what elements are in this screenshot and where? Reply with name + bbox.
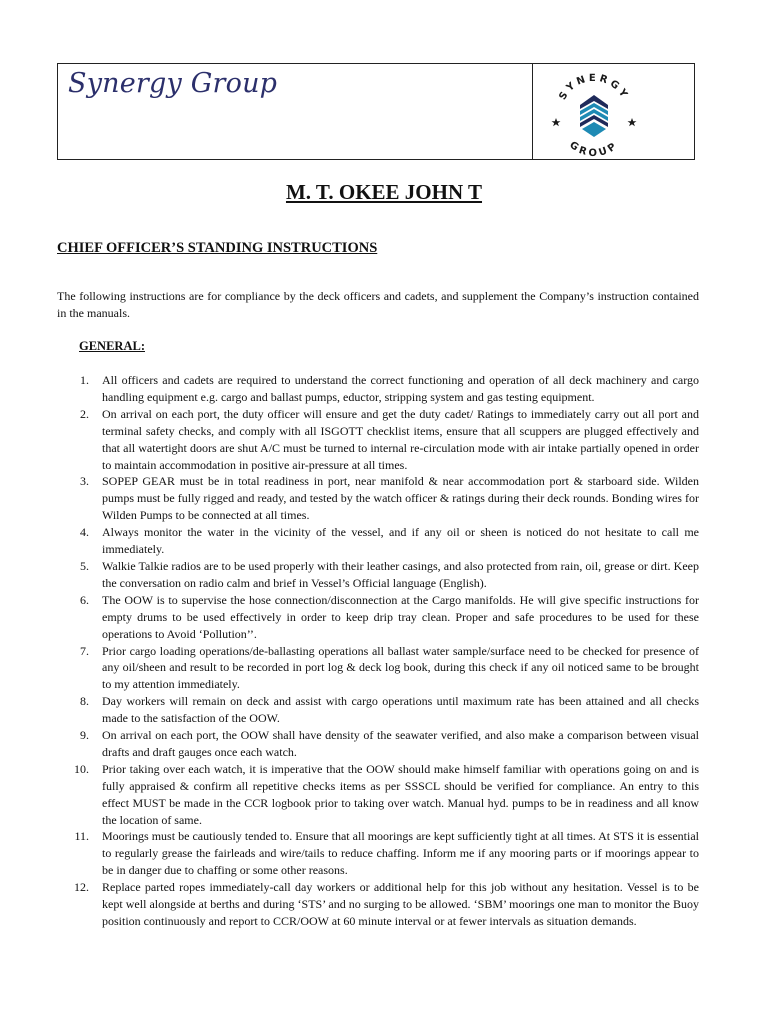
list-item [57, 524, 699, 558]
vessel-title: M. T. OKEE JOHN T [285, 180, 483, 204]
list-item [57, 558, 699, 592]
list-item-text: Moorings must be cautiously tended to. Ensure that all moorings are kept sufficiently tight at all times. At STS it is essential to regularly grease the fairleads and wire/tails to reduce chaffing. Inform me if any mooring parts or if moorings appear to be in danger due to chaffing or some other reasons. [102, 829, 699, 878]
star-icon [628, 118, 637, 126]
logo-ring-top: SYNERGY [557, 72, 631, 103]
list-item-text: Walkie Talkie radios are to be used properly with their leather casings, and also protected from rain, oil, grease or dirt. Keep the conversation on radio calm and brief in Vessel’s Official language (English). [102, 558, 699, 590]
list-item-text: All officers and cadets are required to understand the correct functioning and operation of all deck machinery and cargo handling equipment e.g. cargo and ballast pumps, eductor, stripping system and gas testing equipment. [102, 373, 699, 404]
list-item [57, 372, 699, 406]
list-item [57, 828, 699, 879]
list-item [57, 473, 699, 524]
list-item-number: 9. [80, 728, 89, 743]
list-item-number: 12. [74, 880, 89, 895]
list-item-text: SOPEP GEAR must be in total readiness in port, near manifold & near accommodation port & starboard side. Wilden pumps must be fully rigged and ready, and tested by the watch officer & ratings during their deck rounds. Bonding wires for Wilden Pumps to be connected at all times. [102, 474, 699, 523]
list-item [57, 643, 699, 694]
list-item [57, 761, 699, 829]
list-item-number: 11. [74, 829, 89, 844]
list-item-text: On arrival on each port, the OOW shall have density of the seawater verified, and also make a comparison between visual drafts and draft gauges once each watch. [102, 728, 699, 759]
list-item [57, 693, 699, 727]
list-item-text: Prior cargo loading operations/de-ballasting operations all ballast water sample/surface need to be checked for presence of any oil/sheen and result to be recorded in port log & deck log book, during this check if any oil noticed same to be brought to my attention immediately. [102, 643, 699, 692]
list-item-number: 1. [80, 373, 89, 387]
brand-name: Synergy Group [68, 68, 278, 99]
list-item-number: 4. [80, 525, 89, 540]
header-divider [532, 64, 533, 160]
list-item-number: 5. [80, 558, 89, 573]
list-item-text: Prior taking over each watch, it is imperative that the OOW should make himself familiar with operations going on and is fully appraised & confirm all repetitive checks items as per SSSCL should be verified for compliance. An entry to this effect MUST be made in the CCR logbook prior to taking over watch. Manual hyd. pumps to be in readiness and all know the location of same. [102, 761, 699, 827]
list-item-text: Always monitor the water in the vicinity of the vessel, and if any oil or sheen is noticed do not hesitate to call me immediately. [102, 525, 699, 557]
document-subtitle: CHIEF OFFICER’S STANDING INSTRUCTIONS [57, 240, 378, 256]
list-item-number: 8. [80, 694, 89, 709]
ship-bow-icon [580, 95, 608, 137]
list-item [57, 406, 699, 474]
synergy-logo [542, 61, 646, 165]
intro-paragraph: The following instructions are for compliance by the deck officers and cadets, and supplement the Company’s instruction contained in the manuals. [57, 289, 699, 320]
list-item-text: On arrival on each port, the duty officer will ensure and get the duty cadet/ Ratings to immediately carry out all port and terminal safety checks, and comply with all ISGOTT checklist items, ensure that all scuppers are plugged effectively and that all watertight doors are shut A/C must be turned to internal re-circulation mode with air intake partially opened in order to maintain accommodation in positive air-pressure at all times. [102, 406, 699, 472]
star-icon [552, 118, 561, 126]
list-item-number: 6. [80, 592, 89, 607]
section-heading-general: GENERAL: [79, 339, 145, 353]
list-item [57, 879, 699, 930]
list-item-number: 7. [80, 643, 89, 658]
list-item-text: Replace parted ropes immediately-call day workers or additional help for this job without any hesitation. Vessel is to be kept well alongside at berths and during ‘STS’ and no surging to be allowed. ‘SBM’ moorings one man to monitor the Buoy position continuously and report to CCR/OOW at 60 minute interval or at fewer intervals as situation demands. [102, 880, 699, 928]
list-item-number: 3. [80, 474, 89, 489]
logo-ring-bottom: GROUP [567, 139, 621, 160]
list-item-text: The OOW is to supervise the hose connection/disconnection at the Cargo manifolds. He will give specific instructions for empty drums to be used effectively in order to keep drip tray clean. Proper and safe procedures to be used for these operations to Avoid ‘Pollution’’. [102, 592, 699, 641]
list-item [57, 592, 699, 643]
list-item [57, 727, 699, 761]
letterhead-box [57, 63, 695, 160]
list-item-number: 10. [74, 761, 89, 776]
list-item-number: 2. [80, 406, 89, 421]
list-item-text: Day workers will remain on deck and assist with cargo operations until maximum rate has been attained and all checks made to the satisfaction of the OOW. [102, 694, 699, 726]
instructions-list [57, 372, 699, 930]
